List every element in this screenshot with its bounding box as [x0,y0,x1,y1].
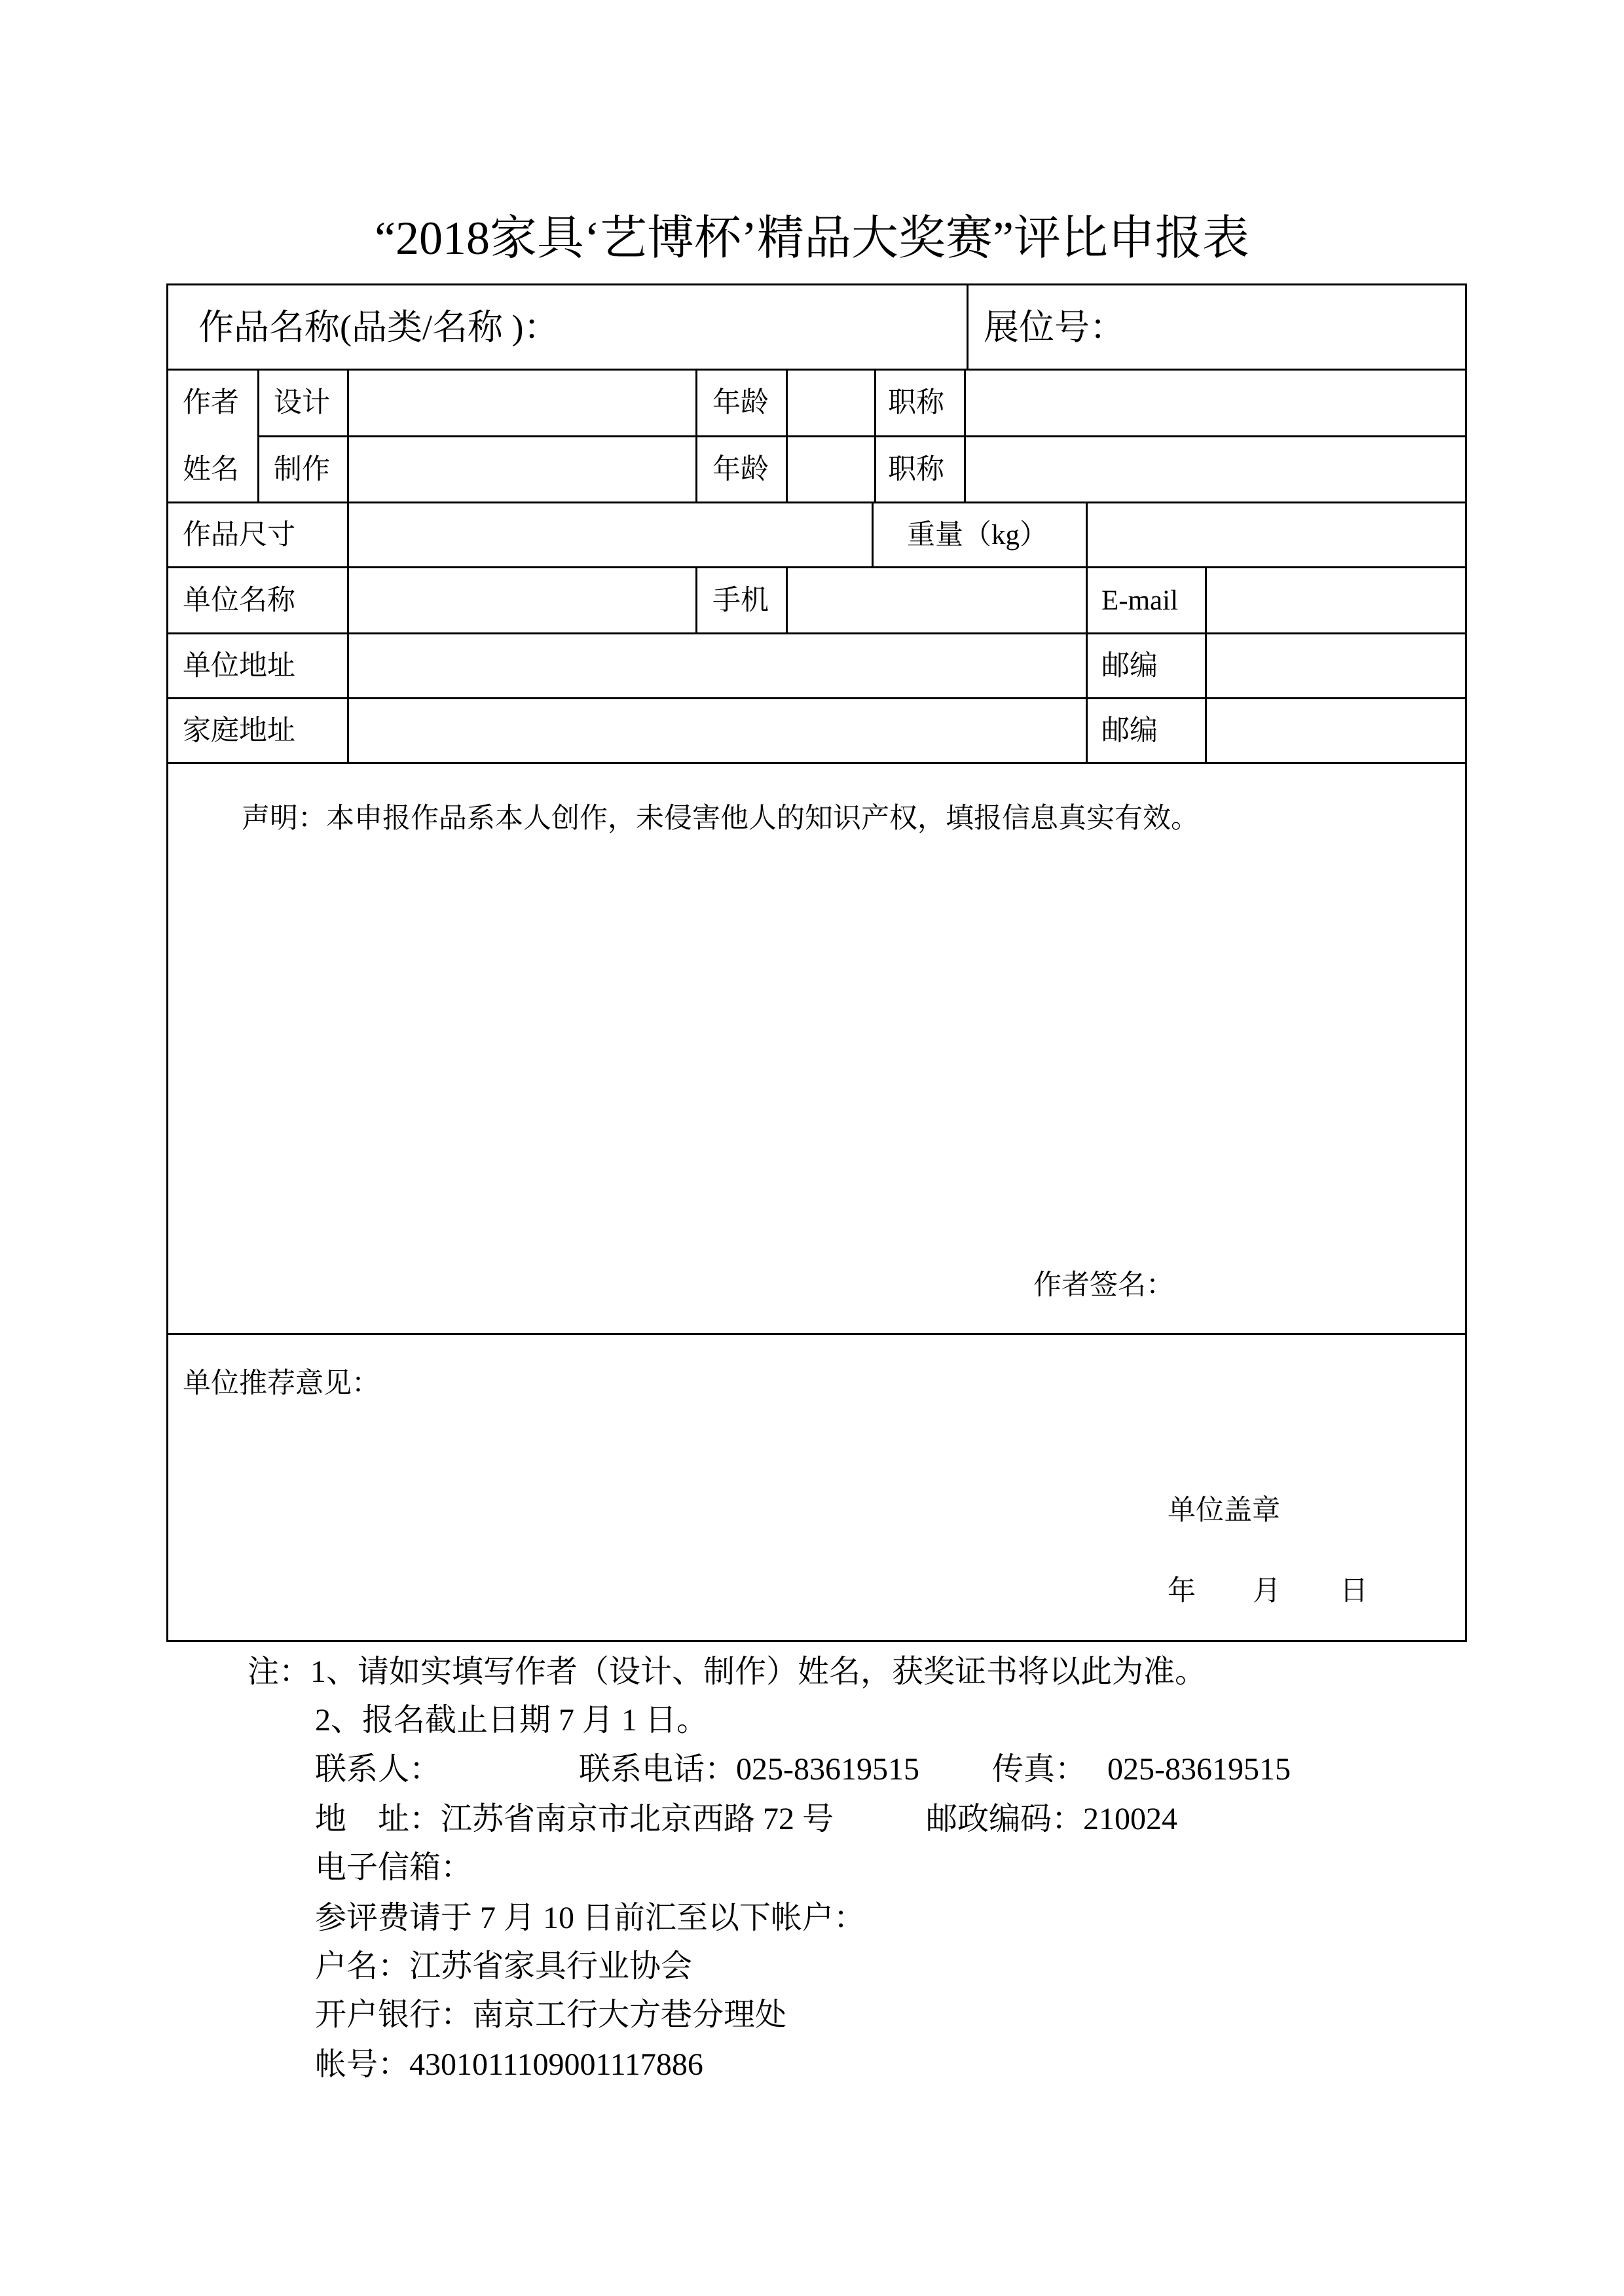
table-line [967,283,969,371]
make-label: 制作 [274,454,330,485]
bank-line: 开户银行：南京工行大方巷分理处 [315,1997,787,2032]
email-label: E-mail [1101,585,1179,616]
org-address-label: 单位地址 [183,650,295,682]
table-line [166,501,1467,503]
table-line [166,632,1467,634]
author-label: 作者 [183,388,239,418]
design-label: 设计 [274,388,330,418]
postcode-line: 邮政编码：210024 [926,1802,1178,1836]
table-line [695,369,697,503]
mobile-label: 手机 [712,585,769,616]
note-1: 注：1、请如实填写作者（设计、制作）姓名，获奖证书将以此为准。 [248,1654,1207,1689]
date-year-label: 年 [1168,1575,1196,1607]
table-line [166,1640,1467,1642]
fee-line: 参评费请于 7 月 10 日前汇至以下帐户： [315,1901,866,1935]
table-line [347,369,349,764]
table-line [166,566,1467,568]
table-line [695,566,697,634]
author-signature-label: 作者签名： [1033,1269,1174,1301]
design-title-label: 职称 [888,388,944,418]
table-line [1205,566,1207,764]
fax-number: 025-83619515 [1107,1752,1291,1787]
address-line: 地 址：江苏省南京市北京西路 72 号 [315,1802,834,1836]
table-line [166,283,168,1642]
fax-label: 传真： [992,1752,1087,1787]
declaration-text: 声明：本申报作品系本人创作，未侵害他人的知识产权，填报信息真实有效。 [242,803,1199,834]
design-age-label: 年龄 [712,388,769,418]
date-month-label: 月 [1253,1575,1281,1607]
home-zip-label: 邮编 [1101,715,1158,746]
org-zip-label: 邮编 [1101,650,1158,682]
email-line: 电子信箱： [315,1850,473,1885]
table-line [166,762,1467,764]
work-size-label: 作品尺寸 [183,519,295,551]
table-line [786,369,788,503]
table-line [874,369,876,503]
recommendation-label: 单位推荐意见： [183,1368,380,1399]
account-name-line: 户名：江苏省家具行业协会 [315,1949,693,1984]
make-title-label: 职称 [888,454,944,485]
table-line [257,435,1467,437]
table-line [166,1333,1467,1335]
home-address-label: 家庭地址 [183,715,295,746]
table-line [166,369,1467,371]
table-line [964,369,966,503]
table-line [786,566,788,634]
table-line [872,501,874,568]
account-number-line: 帐号：4301011109001117886 [315,2047,703,2082]
date-day-label: 日 [1340,1575,1368,1607]
contact-label: 联系人： [315,1752,441,1787]
table-line [1086,501,1088,764]
note-2: 2、报名截止日期 7 月 1 日。 [315,1703,709,1738]
table-line [257,369,259,503]
make-age-label: 年龄 [712,454,769,485]
booth-number-label: 展位号： [984,307,1125,347]
name-label: 姓名 [183,454,239,485]
work-name-label: 作品名称(品类/名称 )： [198,307,559,347]
seal-label: 单位盖章 [1168,1495,1280,1526]
table-line [166,697,1467,699]
weight-label: 重量（kg） [907,519,1048,551]
org-name-label: 单位名称 [183,585,295,616]
form-title: “2018家具‘艺博杯’精品大奖赛”评比申报表 [375,212,1249,264]
contact-phone: 联系电话：025-83619515 [579,1752,919,1787]
table-line [1465,283,1467,1642]
